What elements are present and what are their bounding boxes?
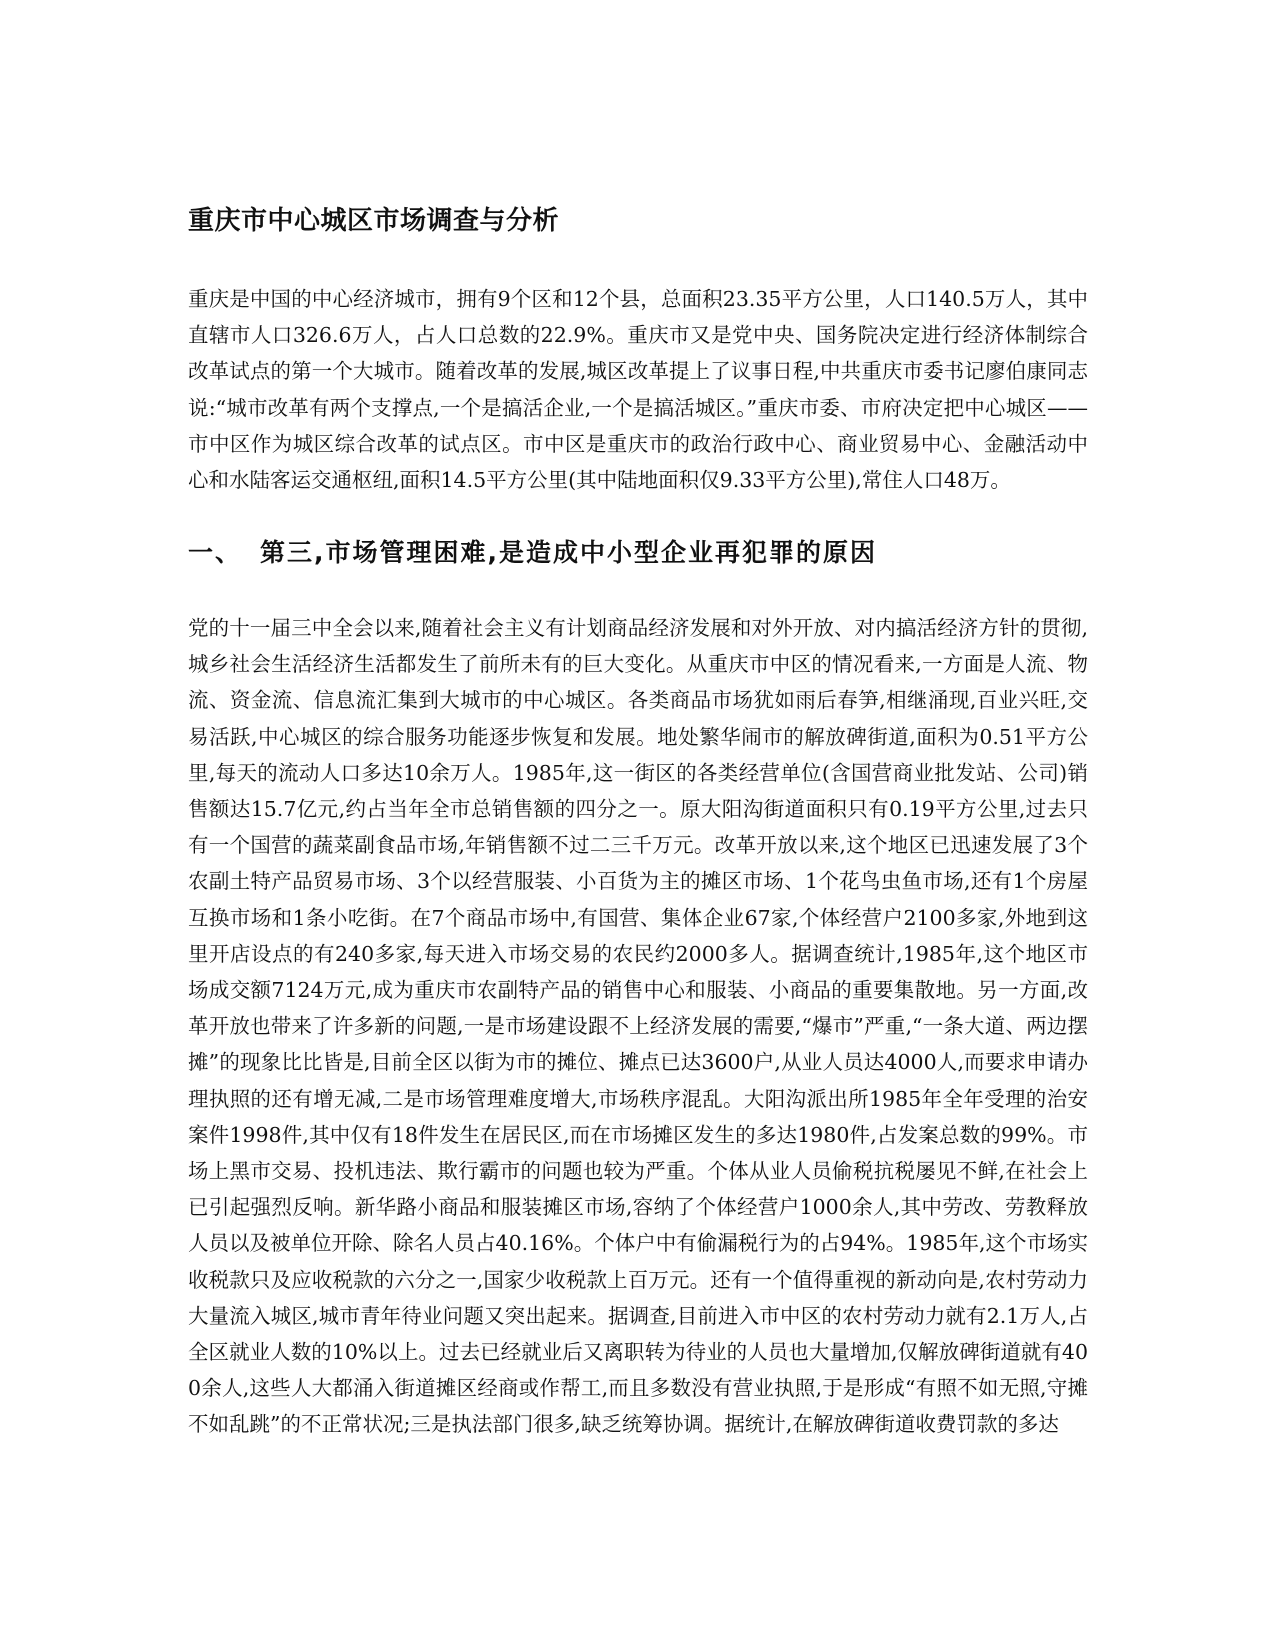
section-heading-text: 第三,市场管理困难,是造成中小型企业再犯罪的原因 bbox=[260, 538, 877, 567]
document-title: 重庆市中心城区市场调查与分析 bbox=[188, 206, 560, 236]
section-heading bbox=[188, 534, 877, 572]
document-page bbox=[188, 0, 1088, 1650]
section-paragraph: 党的十一届三中全会以来,随着社会主义有计划商品经济发展和对外开放、对内搞活经济方针的贯彻,城乡社会生活经济生活都发生了前所未有的巨大变化。从重庆市中区的情况看来,一方面是人流、物流、资金流、信息流汇集到大城市的中心城区。各类商品市场犹如雨后春笋,相继涌现,百业兴旺,交易活跃,中心城区的综合服务功能逐步恢复和发展。地处繁华闹市的解放碑街道,面积为0.51平方公里,每天的流动人口多达10余万人。1985年,这一街区的各类经营单位(含国营商业批发站、公司)销售额达15.7亿元,约占当年全市总销售额的四分之一。原大阳沟街道面积只有0.19平方公里,过去只有一个国营的蔬菜副食品市场,年销售额不过二三千万元。改革开放以来,这个地区已迅速发展了3个农副土特产品贸易市场、3个以经营服装、小百货为主的摊区市场、1个花鸟虫鱼市场,还有1个房屋互换市场和1条小吃街。在7个商品市场中,有国营、集体企业67家,个体经营户2100多家,外地到这里开店设点的有240多家,每天进入市场交易的农民约2000多人。据调查统计,1985年,这个地区市场成交额7124万元,成为重庆市农副特产品的销售中心和服装、小商品的重要集散地。另一方面,改革开放也带来了许多新的问题,一是市场建设跟不上经济发展的需要,“爆市”严重,“一条大道、两边摆摊”的现象比比皆是,目前全区以街为市的摊位、摊点已达3600户,从业人员达4000人,而要求申请办理执照的还有增无减,二是市场管理难度增大,市场秩序混乱。大阳沟派出所1985年全年受理的治安案件1998件,其中仅有18件发生在居民区,而在市场摊区发生的多达1980件,占发案总数的99%。市场上黑市交易、投机违法、欺行霸市的问题也较为严重。个体从业人员偷税抗税屡见不鲜,在社会上已引起强烈反响。新华路小商品和服装摊区市场,容纳了个体经营户1000余人,其中劳改、劳教释放人员以及被单位开除、除名人员占40.16%。个体户中有偷漏税行为的占94%。1985年,这个市场实收税款只及应收税款的六分之一,国家少收税款上百万元。还有一个值得重视的新动向是,农村劳动力大量流入城区,城市青年待业问题又突出起来。据调查,目前进入市中区的农村劳动力就有2.1万人,占全区就业人数的10%以上。过去已经就业后又离职转为待业的人员也大量增加,仅解放碑街道就有400余人,这些人大都涌入街道摊区经商或作帮工,而且多数没有营业执照,于是形成“有照不如无照,守摊不如乱跳”的不正常状况;三是执法部门很多,缺乏统筹协调。据统计,在解放碑街道收费罚款的多达 bbox=[188, 616, 1088, 1437]
section-number: 一、 bbox=[188, 538, 243, 567]
intro-paragraph: 重庆是中国的中心经济城市，拥有9个区和12个县，总面积23.35平方公里，人口140.5万人，其中直辖市人口326.6万人，占人口总数的22.9%。重庆市又是党中央、国务院决定进行经济体制综合改革试点的第一个大城市。随着改革的发展,城区改革提上了议事日程,中共重庆市委书记廖伯康同志说:“城市改革有两个支撑点,一个是搞活企业,一个是搞活城区。”重庆市委、市府决定把中心城区——市中区作为城区综合改革的试点区。市中区是重庆市的政治行政中心、商业贸易中心、金融活动中心和水陆客运交通枢纽,面积14.5平方公里(其中陆地面积仅9.33平方公里),常住人口48万。 bbox=[188, 287, 1088, 493]
